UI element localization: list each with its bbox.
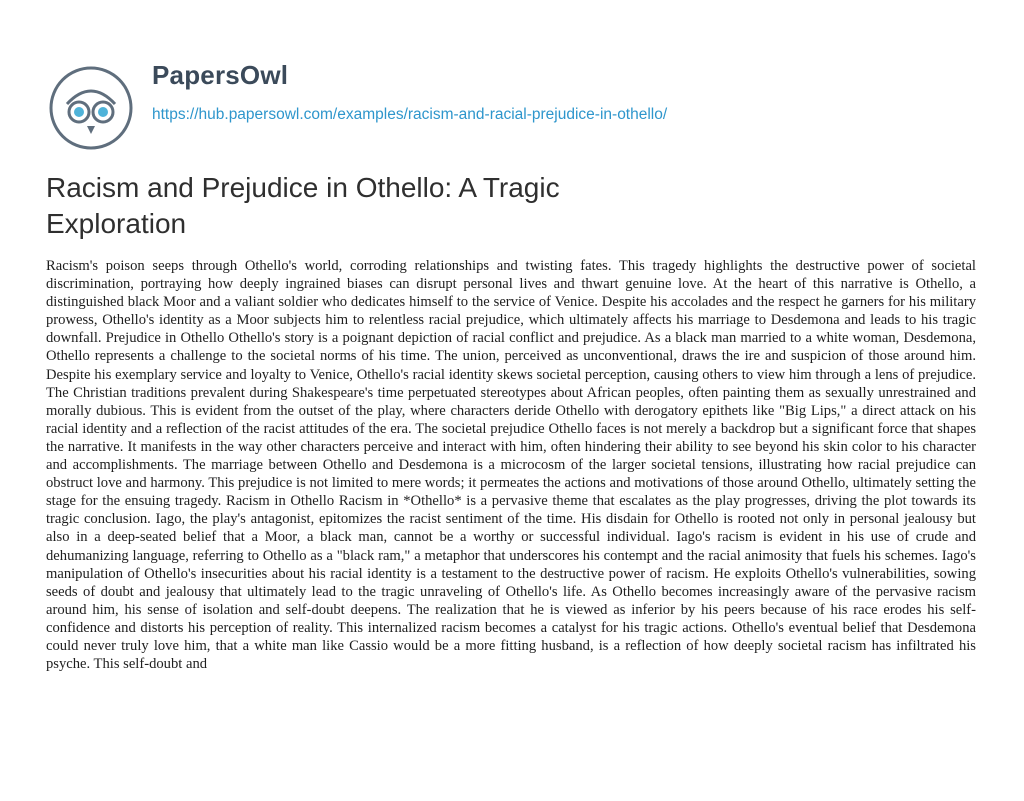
article-title: Racism and Prejudice in Othello: A Tragic Exploration (46, 172, 560, 239)
papersowl-logo-icon[interactable] (47, 64, 135, 152)
brand-name[interactable]: PapersOwl (152, 60, 289, 90)
article-body: Racism's poison seeps through Othello's world, corroding relationships and twisting fates. This tragedy highlights the destructive power of societal discrimination, portraying how deeply ingrained biases can disrupt personal lives and thwart genuine love. At the heart of this narrative is Othello, a distinguished black Moor and a valiant soldier who dedicates himself to the service of Venice. Despite his accolades and the respect he garners for his military prowess, Othello's identity as a Moor subjects him to relentless racial prejudice, which ultimately affects his marriage to Desdemona and leads to his tragic downfall. Prejudice in Othello Othello's story is a poignant depiction of racial conflict and prejudice. As a black man married to a white woman, Desdemona, Othello represents a challenge to the societal norms of his time. The union, perceived as unconventional, draws the ire and suspicion of those around him. Despite his exemplary service and loyalty to Venice, Othello's racial identity skews societal perception, causing others to view him through a lens of prejudice. The Christian traditions prevalent during Shakespeare's time perpetuated stereotypes about African peoples, often painting them as sexually unrestrained and morally dubious. This is evident from the outset of the play, where characters deride Othello with derogatory epithets like "Big Lips," a direct attack on his racial identity and a reflection of the racist attitudes of the era. The societal prejudice Othello faces is not merely a backdrop but a significant force that shapes the narrative. It manifests in the way other characters perceive and interact with him, often hindering their ability to see beyond his skin color to his character and accomplishments. The marriage between Othello and Desdemona is a microcosm of the larger societal tensions, illustrating how racial prejudice can obstruct love and harmony. This prejudice is not limited to mere words; it permeates the actions and motivations of those around Othello, ultimately setting the stage for the ensuing tragedy. Racism in Othello Racism in *Othello* is a pervasive theme that escalates as the play progresses, driving the plot towards its tragic conclusion. Iago, the play's antagonist, epitomizes the racist sentiment of the time. His disdain for Othello is rooted not only in personal jealousy but also in a deep-seated belief that a Moor, a black man, cannot be a worthy or successful individual. Iago's racism is evident in his use of crude and dehumanizing language, referring to Othello as a "black ram," a metaphor that underscores his contempt and the racial animosity that fuels his schemes. Iago's manipulation of Othello's insecurities about his racial identity is a testament to the destructive power of racism. He exploits Othello's vulnerabilities, sowing seeds of doubt and jealousy that ultimately lead to the tragic unraveling of Othello's life. As Othello becomes increasingly aware of the pervasive racism around him, his sense of isolation and self-doubt deepens. The realization that he is viewed as inferior by his peers because of his race erodes his self-confidence and distorts his perception of reality. This internalized racism becomes a catalyst for his tragic actions. Othello's eventual belief that Desdemona could never truly love him, that a white man like Cassio would be a more fitting husband, is a reflection of how deeply societal racism has infiltrated his psyche. This self-doubt and (46, 258, 976, 673)
article-url-link[interactable]: https://hub.papersowl.com/examples/racism-and-racial-prejudice-in-othello/ (152, 106, 668, 123)
site-header (47, 34, 987, 144)
